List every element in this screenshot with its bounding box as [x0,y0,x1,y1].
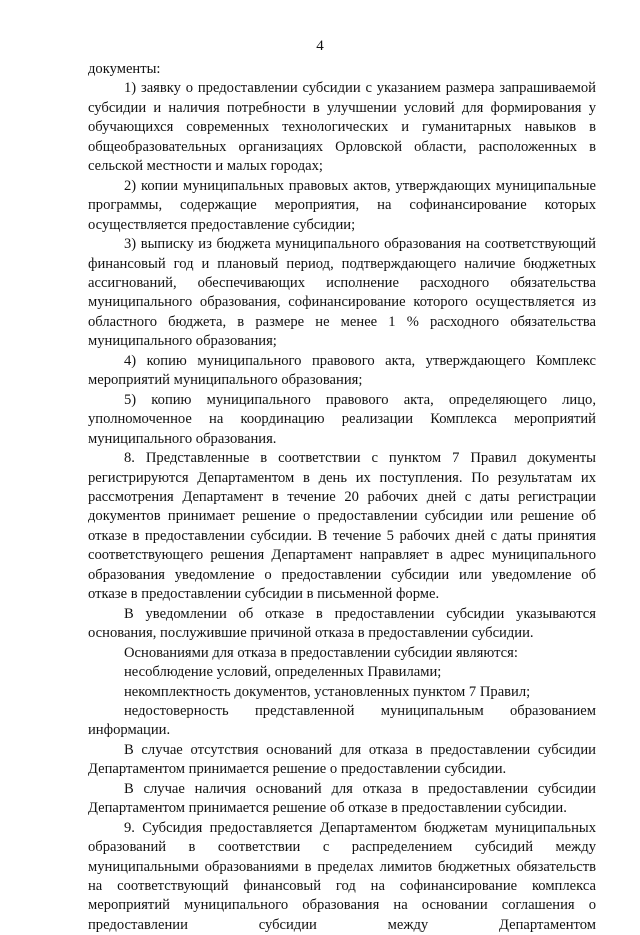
paragraph: 1) заявку о предоставлении субсидии с указанием размера запрашиваемой субсидии и наличия потребности в улучшении условий для формирования у обучающихся современных технологических и гуманитарных навыков в общеобразовательных организациях Орловской области, расположенных в сельской местности и малых городах; [88,80,596,175]
paragraph: В уведомлении об отказе в предоставлении субсидии указываются основания, послужившие причиной отказа в предоставлении субсидии. [88,605,596,642]
paragraph: Основаниями для отказа в предоставлении субсидии являются: [124,644,518,661]
paragraph: 2) копии муниципальных правовых актов, утверждающих муниципальные программы, содержащие мероприятия, на софинансирование которых осуществляется предоставление субсидии; [88,177,596,233]
paragraph: 8. Представленные в соответствии с пунктом 7 Правил документы регистрируются Департаментом в день их поступления. По результатам их рассмотрения Департамент в течение 20 рабочих дней с даты регистрации документов принимает решение о предоставлении субсидии или решение об отказе в предоставлении субсидии. В течение 5 рабочих дней с даты принятия соответствующего решения Департамент направляет в адрес муниципального образования уведомление о предоставлении субсидии или уведомление об отказе в предоставлении субсидии в письменной форме. [88,450,596,603]
document-body [88,60,596,935]
paragraph: недостоверность представленной муниципальным образованием информации. [88,702,596,739]
paragraph: 3) выписку из бюджета муниципального образования на соответствующий финансовый год и плановый период, подтверждающего наличие бюджетных ассигнований, обеспечивающих исполнение расходного обязательства муниципального образования, софинансирование которого осуществляется из областного бюджета, в размере не менее 1 % расходного обязательства муниципального образования; [88,236,596,350]
paragraph: документы: [88,61,161,77]
paragraph: В случае отсутствия оснований для отказа в предоставлении субсидии Департаментом принимается решение о предоставлении субсидии. [88,741,596,778]
page-number: 4 [316,38,324,54]
paragraph: 9. Субсидия предоставляется Департаментом бюджетам муниципальных образований в соответствии с распределением субсидий между муниципальными образованиями в пределах лимитов бюджетных обязательств на соответствующий финансовый год на софинансирование комплекса мероприятий муниципального образования на основании соглашения о предоставлении субсидии между Департаментом [88,819,596,933]
paragraph: 4) копию муниципального правового акта, утверждающего Комплекс мероприятий муниципального образования; [88,352,596,389]
paragraph: несоблюдение условий, определенных Правилами; [124,664,442,681]
paragraph: В случае наличия оснований для отказа в предоставлении субсидии Департаментом принимается решение об отказе в предоставлении субсидии. [88,780,596,817]
paragraph: некомплектность документов, установленных пунктом 7 Правил; [124,683,531,700]
paragraph: 5) копию муниципального правового акта, определяющего лицо, уполномоченное на координацию реализации Комплекса мероприятий муниципального образования. [88,391,596,447]
